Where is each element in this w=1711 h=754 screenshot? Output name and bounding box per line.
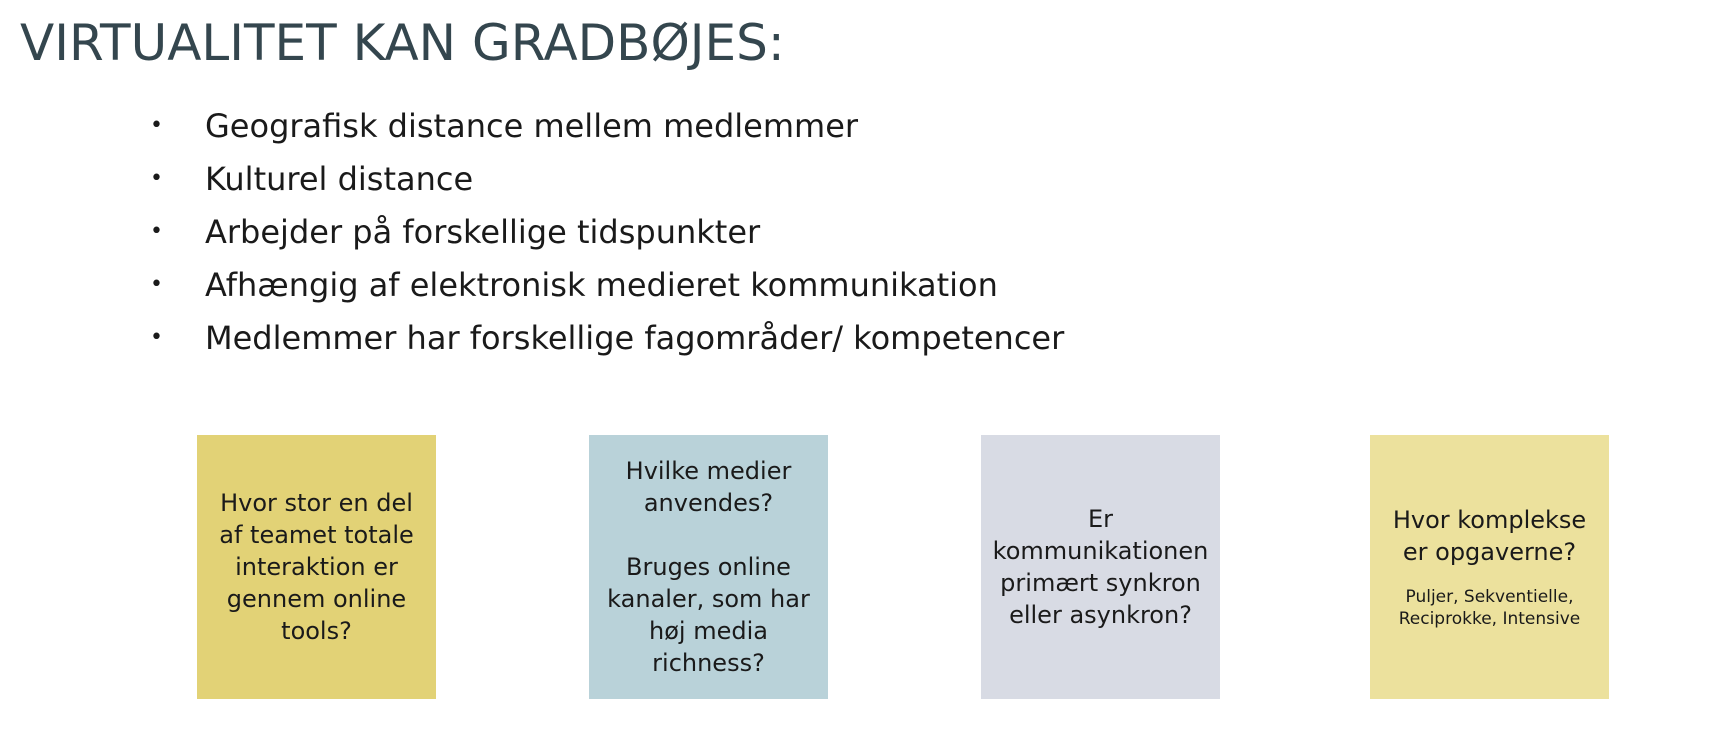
bullet-marker: •: [150, 325, 163, 350]
card-synchronicity: [981, 435, 1220, 699]
bullet-text: Kulturel distance: [205, 160, 474, 198]
bullet-text: Medlemmer har forskellige fagområder/ kompetencer: [205, 319, 1065, 357]
card-text: Hvor stor en del af teamet totale interaktion er gennem online tools?: [219, 489, 414, 645]
bullet-item: [150, 318, 1064, 371]
bullet-text: Geografisk distance mellem medlemmer: [205, 107, 859, 145]
card-subtext: Puljer, Sekventielle, Reciprokke, Intensive: [1398, 587, 1581, 629]
card-online-interaction: [197, 435, 436, 699]
bullet-marker: •: [150, 113, 163, 138]
card-task-complexity: [1370, 435, 1609, 699]
bullet-marker: •: [150, 219, 163, 244]
bullet-item: [150, 212, 1064, 265]
bullet-list: [150, 106, 1064, 371]
bullet-item: [150, 106, 1064, 159]
bullet-item: [150, 265, 1064, 318]
card-text: Hvor komplekse er opgaverne?: [1392, 506, 1587, 566]
card-media: [589, 435, 828, 699]
bullet-marker: •: [150, 166, 163, 191]
card-text: Hvilke medier anvendes?: [625, 457, 792, 517]
slide-title: VIRTUALITET KAN GRADBØJES:: [20, 14, 785, 72]
bullet-text: Afhængig af elektronisk medieret kommunikation: [205, 266, 998, 304]
bullet-marker: •: [150, 272, 163, 297]
bullet-text: Arbejder på forskellige tidspunkter: [205, 213, 761, 251]
bullet-item: [150, 159, 1064, 212]
card-text-secondary: Bruges online kanaler, som har høj media richness?: [607, 553, 810, 677]
card-text: Er kommunikationen primært synkron eller asynkron?: [992, 505, 1209, 629]
